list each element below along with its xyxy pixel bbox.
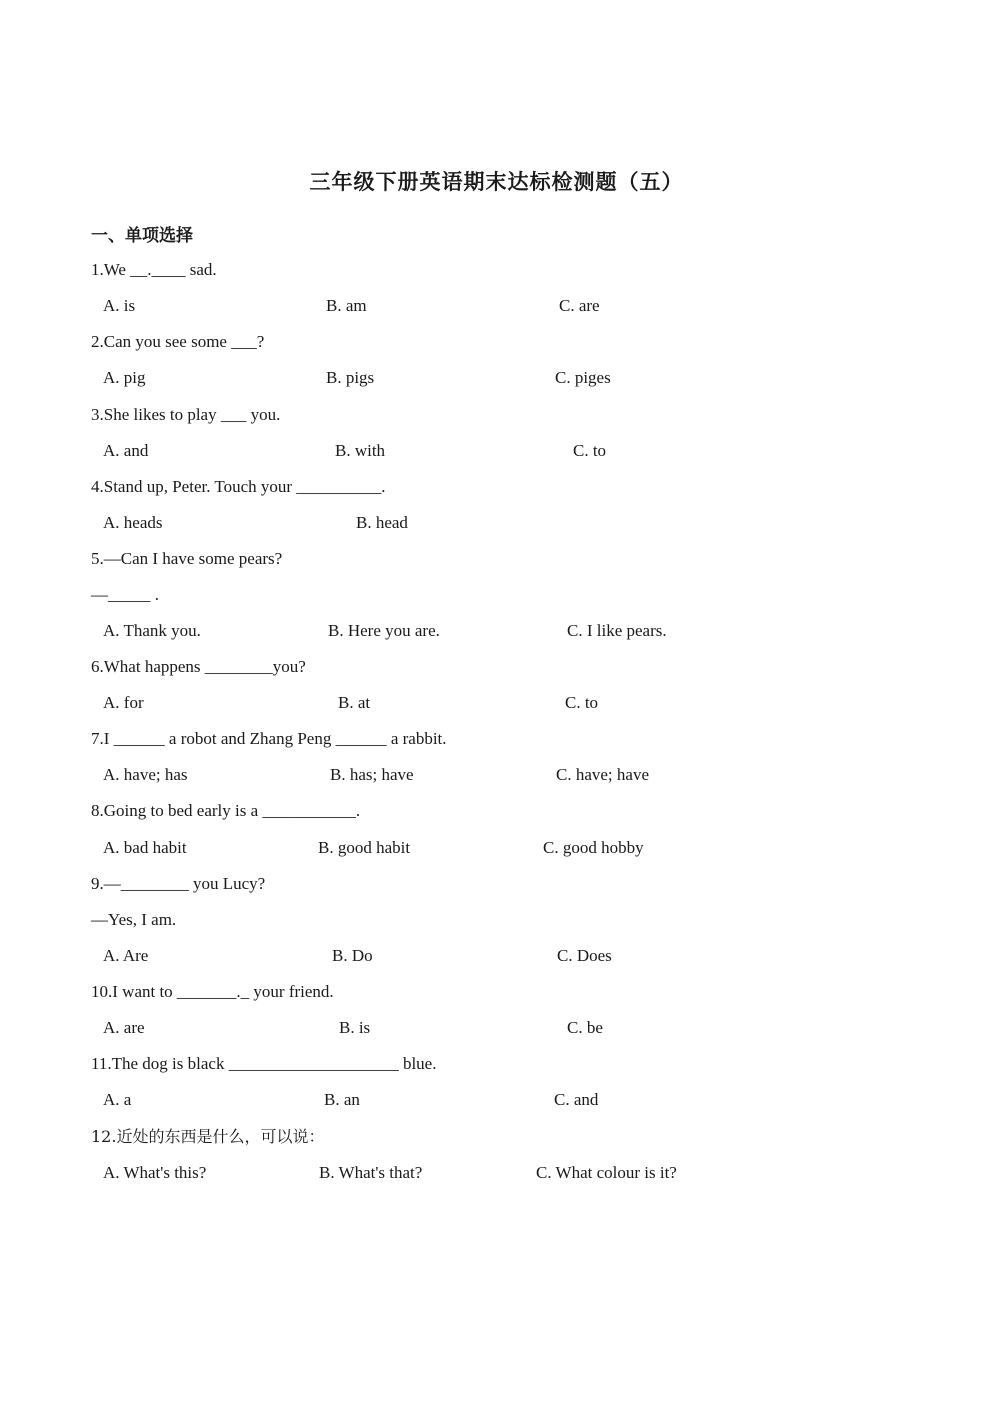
section-heading: 一、单项选择 bbox=[91, 226, 193, 246]
question-stem: 1.We __.____ sad. bbox=[91, 260, 217, 279]
question-stem: 6.What happens ________you? bbox=[91, 657, 306, 676]
option-c: C. What colour is it? bbox=[536, 1163, 677, 1182]
option-a: A. is bbox=[103, 296, 136, 315]
option-a: A. have; has bbox=[103, 765, 188, 784]
option-a: A. What's this? bbox=[103, 1163, 207, 1182]
option-a: A. bad habit bbox=[103, 838, 187, 857]
option-b: B. head bbox=[356, 513, 408, 532]
question-stem: 4.Stand up, Peter. Touch your __________. bbox=[91, 477, 386, 496]
option-a: A. pig bbox=[103, 368, 146, 387]
option-b: B. with bbox=[335, 441, 386, 460]
page-title: 三年级下册英语期末达标检测题（五） bbox=[309, 169, 684, 194]
option-c: C. to bbox=[565, 693, 599, 712]
option-c: C. piges bbox=[555, 368, 611, 387]
option-b: B. Here you are. bbox=[328, 621, 440, 640]
option-c: C. are bbox=[559, 296, 600, 315]
question-reply: —Yes, I am. bbox=[91, 910, 177, 929]
option-b: B. What's that? bbox=[319, 1163, 423, 1182]
option-b: B. am bbox=[326, 296, 367, 315]
option-b: B. at bbox=[338, 693, 371, 712]
option-c: C. and bbox=[554, 1090, 599, 1109]
question-stem: 10.I want to _______._ your friend. bbox=[91, 982, 334, 1001]
option-a: A. Thank you. bbox=[103, 621, 201, 640]
question-stem: 9.—________ you Lucy? bbox=[91, 874, 266, 893]
option-b: B. Do bbox=[332, 946, 373, 965]
question-stem: 8.Going to bed early is a ___________. bbox=[91, 801, 361, 820]
option-a: A. for bbox=[103, 693, 144, 712]
question-stem: 11.The dog is black ____________________ blue. bbox=[91, 1054, 437, 1073]
option-a: A. heads bbox=[103, 513, 163, 532]
question-stem: 7.I ______ a robot and Zhang Peng ______ a rabbit. bbox=[91, 729, 447, 748]
option-c: C. I like pears. bbox=[567, 621, 667, 640]
option-a: A. Are bbox=[103, 946, 149, 965]
option-c: C. be bbox=[567, 1018, 603, 1037]
question-reply: —_____ . bbox=[91, 585, 159, 604]
question-stem: 2.Can you see some ___? bbox=[91, 332, 265, 351]
question-stem: 3.She likes to play ___ you. bbox=[91, 405, 281, 424]
option-b: B. an bbox=[324, 1090, 360, 1109]
option-a: A. are bbox=[103, 1018, 145, 1037]
option-c: C. Does bbox=[557, 946, 612, 965]
option-b: B. pigs bbox=[326, 368, 375, 387]
option-a: A. a bbox=[103, 1090, 132, 1109]
question-stem: 12.近处的东西是什么，可以说： bbox=[91, 1127, 325, 1146]
question-stem: 5.—Can I have some pears? bbox=[91, 549, 283, 568]
option-c: C. to bbox=[573, 441, 607, 460]
option-b: B. is bbox=[339, 1018, 371, 1037]
option-b: B. has; have bbox=[330, 765, 414, 784]
option-c: C. have; have bbox=[556, 765, 649, 784]
option-b: B. good habit bbox=[318, 838, 411, 857]
option-a: A. and bbox=[103, 441, 149, 460]
option-c: C. good hobby bbox=[543, 838, 644, 857]
